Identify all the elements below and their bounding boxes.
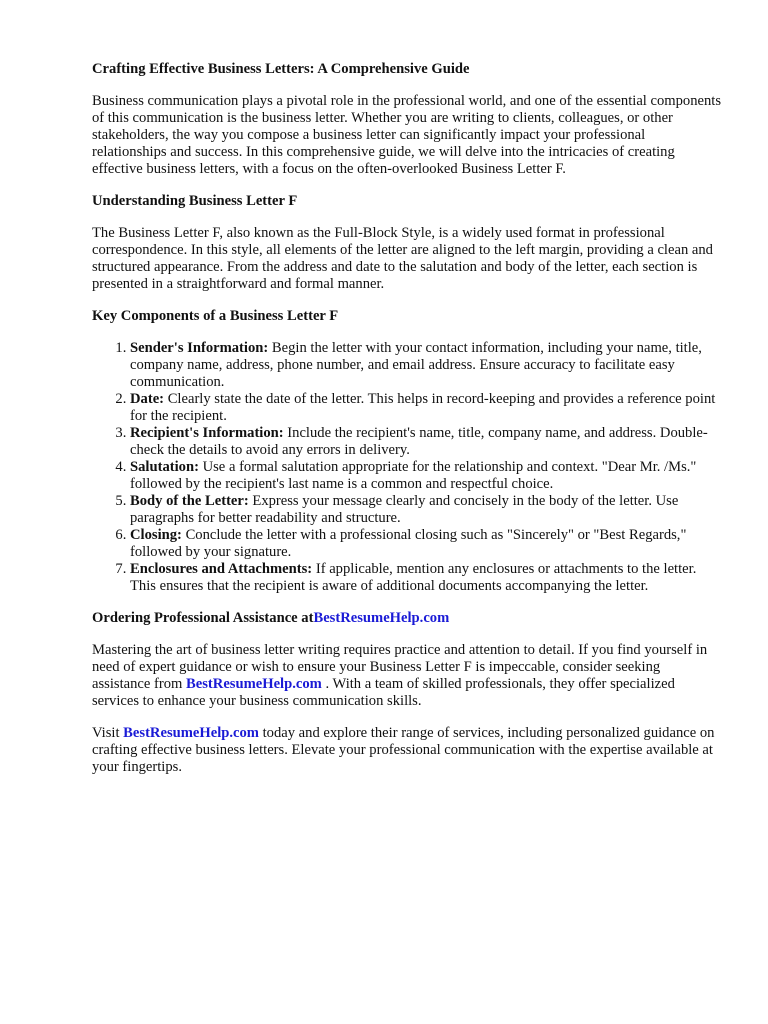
ordering-paragraph (92, 642, 722, 710)
document-title: Crafting Effective Business Letters: A Comprehensive Guide (92, 61, 470, 77)
components-list (92, 340, 722, 595)
item-label: Recipient's Information: (130, 425, 284, 441)
list-item (130, 340, 722, 391)
section-heading-ordering (92, 610, 722, 627)
heading-prefix: Ordering Professional Assistance at (92, 610, 314, 626)
item-label: Enclosures and Attachments: (130, 561, 313, 577)
item-text: Clearly state the date of the letter. This helps in record-keeping and provides a reference point for the recipient. (130, 391, 716, 424)
intro-paragraph: Business communication plays a pivotal role in the professional world, and one of the essential components of this communication is the business letter. Whether you are writing to clients, colleagues, or other stakeholders, the way you compose a business letter can significantly impact your professional relationships and success. In this comprehensive guide, we will delve into the intricacies of creating effective business letters, with a focus on the often-overlooked Business Letter F. (92, 93, 722, 177)
visit-paragraph (92, 725, 722, 776)
document-page (92, 61, 722, 776)
section-heading-components: Key Components of a Business Letter F (92, 308, 339, 324)
list-item (130, 459, 722, 493)
item-text: Conclude the letter with a professional closing such as "Sincerely" or "Best Regards," followed by your signature. (130, 527, 687, 560)
section-heading-understanding: Understanding Business Letter F (92, 193, 298, 209)
item-text: Use a formal salutation appropriate for the relationship and context. "Dear Mr. /Ms." followed by the recipient's last name is a common and respectful choice. (130, 459, 697, 492)
item-text: If applicable, mention any enclosures or attachments to the letter. This ensures that the recipient is aware of additional documents accompanying the letter. (130, 561, 697, 594)
list-item (130, 425, 722, 459)
item-label: Body of the Letter: (130, 493, 249, 509)
item-label: Date: (130, 391, 165, 407)
item-text: Begin the letter with your contact information, including your name, title, company name, address, phone number, and email address. Ensure accuracy to facilitate easy communication. (130, 340, 702, 390)
para-text: Mastering the art of business letter writing requires practice and attention to detail. If you find yourself in need of expert guidance or wish to ensure your Business Letter F is impeccable, consider seeking assistance from (92, 642, 708, 692)
item-text: Express your message clearly and concisely in the body of the letter. Use paragraphs for better readability and structure. (130, 493, 679, 526)
para-text: . With a team of skilled professionals, they offer specialized services to enhance your business communication skills. (92, 676, 675, 709)
item-label: Closing: (130, 527, 182, 543)
bestresumehelp-link[interactable]: BestResumeHelp.com (313, 610, 450, 626)
list-item (130, 391, 722, 425)
item-text: Include the recipient's name, title, company name, and address. Double-check the details to avoid any errors in delivery. (130, 425, 708, 458)
para-text: today and explore their range of services, including personalized guidance on crafting effective business letters. Elevate your professional communication with the expertise available at your fingertips. (92, 725, 715, 775)
item-label: Sender's Information: (130, 340, 269, 356)
para-text: Visit (92, 725, 120, 741)
list-item (130, 561, 722, 595)
bestresumehelp-link[interactable]: BestResumeHelp.com (123, 725, 259, 741)
understanding-paragraph: The Business Letter F, also known as the Full-Block Style, is a widely used format in professional correspondence. In this style, all elements of the letter are aligned to the left margin, providing a clean and structured appearance. From the address and date to the salutation and body of the letter, each section is presented in a straightforward and formal manner. (92, 225, 713, 292)
item-label: Salutation: (130, 459, 199, 475)
bestresumehelp-link[interactable]: BestResumeHelp.com (186, 676, 322, 692)
list-item (130, 527, 722, 561)
list-item (130, 493, 722, 527)
